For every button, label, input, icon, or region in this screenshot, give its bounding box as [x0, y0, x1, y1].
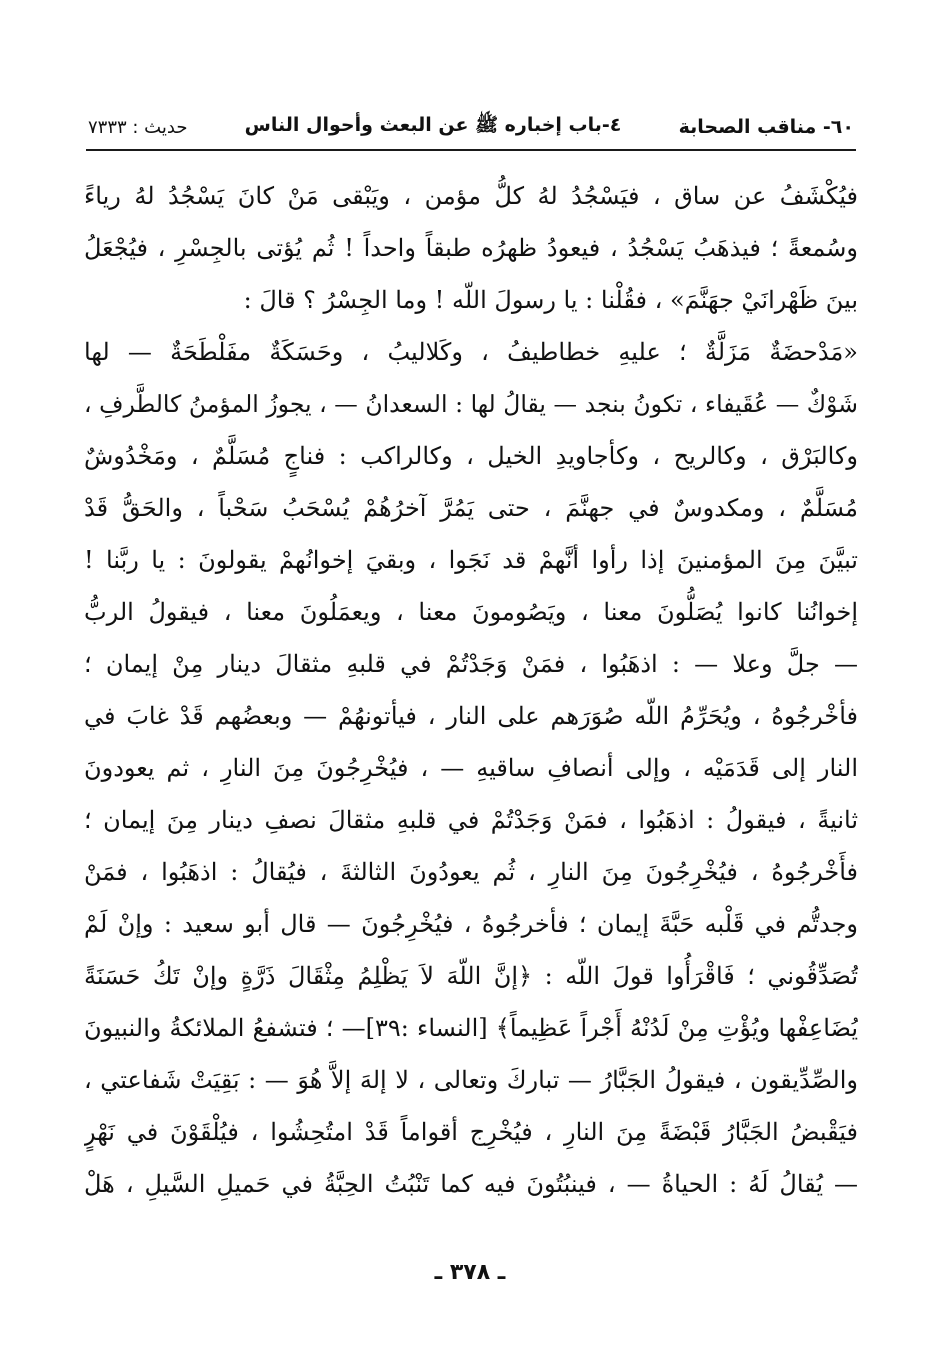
text-line: «مَدْحضَةٌ مَزَلَّةٌ ؛ عليهِ خطاطيفُ ، وكَلاليبُ ، وحَسَكَةٌ مفَلْطَحَةٌ — لها [84, 338, 858, 366]
hadith-number: حديث : ٧٣٣٣ [88, 116, 188, 138]
chapter-title: ٦٠- مناقب الصحابة [678, 116, 854, 138]
text-line: إخوانُنا كانوا يُصَلُّونَ معنا ، ويَصُومونَ معنا ، ويعمَلُونَ معنا ، فيقولُ الربُّ [84, 598, 858, 626]
body-text [84, 170, 858, 1210]
text-line: بينَ ظَهْرانَيْ جهَنَّمَ» ، فقُلْنا : يا رسولَ اللّه ! وما الجِسْرُ ؟ قالَ : [243, 286, 858, 314]
text-line: فأخْرجُوهُ ، ويُحَرِّمُ اللّه صُوَرَهم على النار ، فيأتونهُمْ — وبعضُهم قَدْ غابَ في [84, 702, 858, 730]
text-line: فأَخْرجُوهُ ، فيُخْرِجُونَ مِنَ النارِ ، ثُم يعودُونَ الثالثةَ ، فيُقالُ : اذهَبُوا ، فمَنْ [84, 858, 858, 886]
text-line: يُضَاعِفْها ويُؤْتِ مِنْ لَدُنْهُ أَجْراً عَظِيماً﴾ [النساء :٣٩]— ؛ فتشفعُ الملائكةُ والنبيونَ [84, 1014, 858, 1042]
text-line: وسُمعةً ؛ فيذهَبُ يَسْجُدُ ، فيعودُ ظهرُه طبقاً واحداً ! ثُم يُؤتى بالجِسْرِ ، فيُجْعَلُ [84, 234, 858, 262]
text-line: والصِّدِّيقون ، فيقولُ الجَبَّارُ — تباركَ وتعالى ، لا إلهَ إلاَّ هُوَ — : بَقِيَتْ شَفاعتي ، [84, 1066, 858, 1094]
text-line: النار إلى قَدَمَيْه ، وإلى أنصافِ ساقيهِ — ، فيُخْرِجُونَ مِنَ النارِ ، ثم يعودونَ [84, 754, 858, 782]
section-title: ٤-باب إخباره ﷺ عن البعث وأحوال الناس [244, 114, 622, 136]
text-line: شَوْكٌ — عُقَيفاء ، تكونُ بنجد — يقالُ لها : السعدانُ — ، يجوزُ المؤمنُ كالطَّرفِ ، [84, 390, 858, 418]
text-line: — جلَّ وعلا — : اذهَبُوا ، فمَنْ وَجَدْتُمْ في قلبهِ مثقالَ دينار مِنْ إيمان ؛ [84, 650, 858, 678]
text-line: تبيَّنَ مِنَ المؤمنينَ إذا رأوا أنَّهمْ قد نَجَوا ، وبقيَ إخوانُهمْ يقولونَ : يا ربَّنا ! [84, 546, 858, 574]
text-line: فيُكْشَفُ عن ساق ، فيَسْجُدُ لهُ كلُّ مؤمن ، ويَبْقى مَنْ كانَ يَسْجُدُ لهُ رياءً [84, 182, 858, 210]
header-divider [86, 149, 856, 151]
text-line: مُسَلَّمٌ ، ومكدوسٌ في جهنَّمَ ، حتى يَمُرَّ آخرُهُمْ يُسْحَبُ سَحْباً ، والحَقُّ قَدْ [84, 494, 858, 522]
running-header [88, 112, 854, 142]
text-line: وكالبَرْق ، وكالريح ، وكأجاويدِ الخيل ، وكالراكب : فناجٍ مُسَلَّمٌ ، ومَخْدُوشٌ [84, 442, 858, 470]
text-line: — يُقالُ لَهُ : الحياةُ — ، فينبُتُونَ فيه كما تَنْبُتُ الحِبَّةُ في حَميلِ السَّيلِ ، هَلْ [84, 1170, 858, 1198]
text-line: وجدتُّم في قَلْبه حَبَّةَ إيمان ؛ فأخرجُوهُ ، فيُخْرِجُونَ — قال أبو سعيد : وإنْ لَمْ [84, 910, 858, 938]
text-line: تُصَدِّقُوني ؛ فَاقْرَأُوا قولَ اللّه : ﴿إنَّ اللّهَ لاَ يَظْلِمُ مِثْقَالَ ذَرَّةٍ وإنْ تَكُ حَسَنَةً [84, 962, 858, 990]
text-line: ثانيةً ، فيقولُ : اذهَبُوا ، فمَنْ وَجَدْتُمْ في قلبهِ مثقالَ نصفِ دينار مِنَ إيمان ؛ [84, 806, 858, 834]
page-number: ـ ٣٧٨ ـ [434, 1260, 506, 1285]
text-line: فيَقْبضُ الجَبَّارُ قَبْضَةً مِنَ النارِ ، فيُخْرِج أقواماً قَدْ امتُحِشُوا ، فيُلْقَوْنَ في نَهْرٍ [84, 1118, 858, 1146]
